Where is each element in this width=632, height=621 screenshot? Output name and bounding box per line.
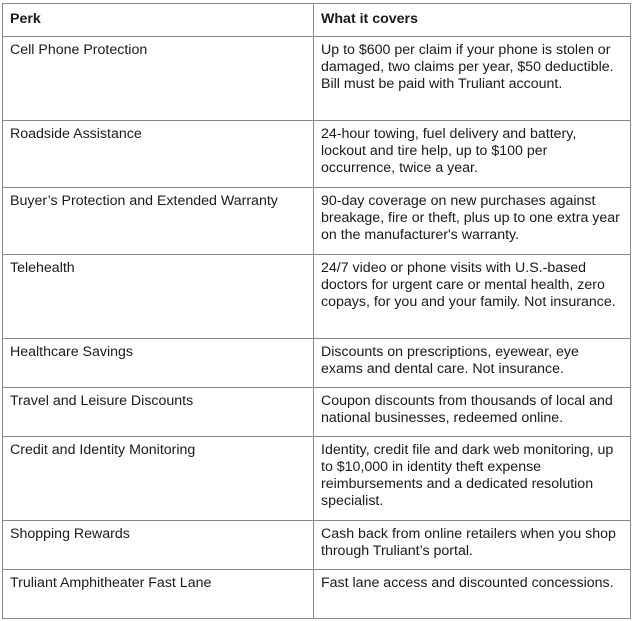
- perk-cell: Healthcare Savings: [3, 339, 314, 388]
- table-row: [3, 388, 631, 437]
- perk-cell: Credit and Identity Monitoring: [3, 437, 314, 521]
- covers-cell: 24-hour towing, fuel delivery and battery, lockout and tire help, up to $100 per occurrence, twice a year.: [314, 121, 631, 188]
- table-row: [3, 188, 631, 255]
- header-perk: Perk: [3, 4, 314, 37]
- covers-cell: Fast lane access and discounted concessions.: [314, 570, 631, 619]
- covers-cell: Discounts on prescriptions, eyewear, eye exams and dental care. Not insurance.: [314, 339, 631, 388]
- table-row: [3, 521, 631, 570]
- perk-cell: Truliant Amphitheater Fast Lane: [3, 570, 314, 619]
- table-row: [3, 255, 631, 339]
- perk-cell: Shopping Rewards: [3, 521, 314, 570]
- covers-cell: Identity, credit file and dark web monitoring, up to $10,000 in identity theft expense reimbursements and a dedicated resolution specialist.: [314, 437, 631, 521]
- covers-cell: Up to $600 per claim if your phone is stolen or damaged, two claims per year, $50 deductible. Bill must be paid with Truliant account.: [314, 37, 631, 121]
- perk-cell: Roadside Assistance: [3, 121, 314, 188]
- covers-cell: Coupon discounts from thousands of local and national businesses, redeemed online.: [314, 388, 631, 437]
- table-header-row: [3, 4, 631, 37]
- table-row: [3, 121, 631, 188]
- perk-cell: Telehealth: [3, 255, 314, 339]
- table-row: [3, 37, 631, 121]
- table-row: [3, 339, 631, 388]
- perk-cell: Travel and Leisure Discounts: [3, 388, 314, 437]
- header-what-it-covers: What it covers: [314, 4, 631, 37]
- perks-table: [2, 3, 631, 619]
- table-row: [3, 570, 631, 619]
- table-row: [3, 437, 631, 521]
- covers-cell: 24/7 video or phone visits with U.S.-based doctors for urgent care or mental health, zero copays, for you and your family. Not insurance.: [314, 255, 631, 339]
- perk-cell: Buyer’s Protection and Extended Warranty: [3, 188, 314, 255]
- covers-cell: 90-day coverage on new purchases against breakage, fire or theft, plus up to one extra year on the manufacturer's warranty.: [314, 188, 631, 255]
- perk-cell: Cell Phone Protection: [3, 37, 314, 121]
- covers-cell: Cash back from online retailers when you shop through Truliant’s portal.: [314, 521, 631, 570]
